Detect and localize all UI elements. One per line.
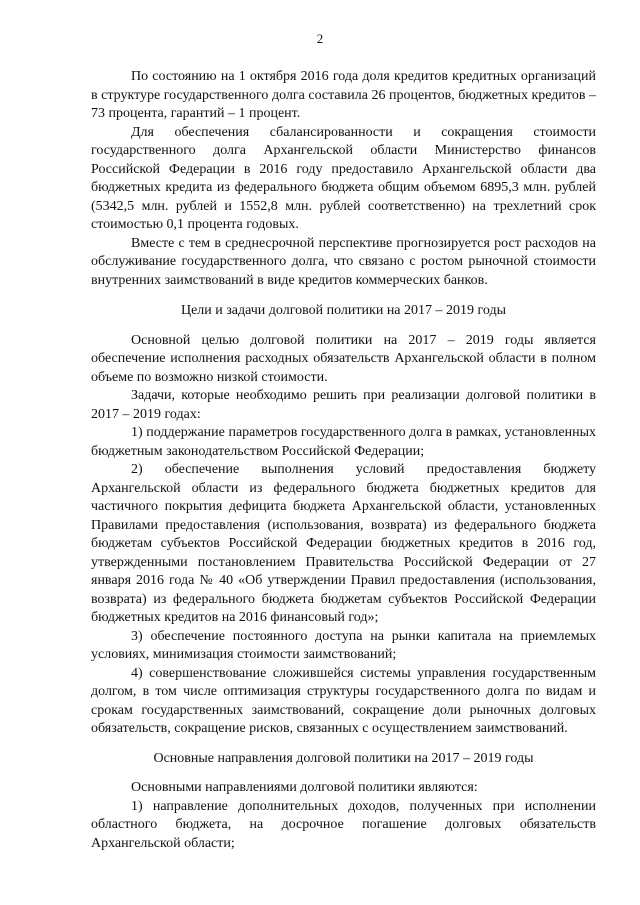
- paragraph-tasks-intro: Задачи, которые необходимо решить при реализации долговой политики в 2017 – 2019 годах:: [91, 388, 596, 422]
- paragraph-federal-credits: Для обеспечения сбалансированности и сокращения стоимости государственного долга Архангельской области Министерство финансов Российской Федерации в 2016 году предоставило Архангельской области два бюджетных кредита из федерального бюджета общим объемом 6895,3 млн. рублей (5342,5 млн. рублей и 1552,8 млн. рублей соответственно) на трехлетний срок стоимостью 0,1 процента годовых.: [91, 124, 596, 232]
- task-item-1: 1) поддержание параметров государственного долга в рамках, установленных бюджетным законодательством Российской Федерации;: [91, 425, 596, 459]
- document-body: [91, 68, 596, 853]
- direction-item-1: 1) направление дополнительных доходов, полученных при исполнении областного бюджета, на досрочное погашение долговых обязательств Архангельской области;: [91, 798, 596, 851]
- task-item-2: 2) обеспечение выполнения условий предоставления бюджету Архангельской области из федерального бюджета бюджетных кредитов для частичного покрытия дефицита бюджета Архангельской области, установленных Правилами предоставления (использования, возврата) из федерального бюджета бюджетам субъектов Российской Федерации бюджетных кредитов в 2016 год, утвержденными постановлением Правительства Российской Федерации от 27 января 2016 года № 40 «Об утверждении Правил предоставления (использования, возврата) из федерального бюджета бюджетам субъектов Российской Федерации бюджетных кредитов на 2016 финансовый год»;: [91, 462, 596, 625]
- paragraph-directions-intro: Основными направлениями долговой политики являются:: [131, 780, 478, 795]
- paragraph-debt-structure: По состоянию на 1 октября 2016 года доля кредитов кредитных организаций в структуре государственного долга составила 26 процентов, бюджетных кредитов – 73 процента, гарантий – 1 процент.: [91, 69, 596, 121]
- task-item-4: 4) совершенствование сложившейся системы управления государственным долгом, в том числе оптимизация структуры государственного долга по видам и срокам государственных заимствований, сокращение доли рыночных долговых обязательств, сокращение рисков, связанных с осуществлением заимствований.: [91, 665, 596, 736]
- section-heading-goals: Цели и задачи долговой политики на 2017 – 2019 годы: [180, 303, 507, 318]
- page-number: 2: [316, 31, 324, 46]
- section-heading-directions: Основные направления долговой политики на 2017 – 2019 годы: [153, 750, 534, 766]
- task-item-3: 3) обеспечение постоянного доступа на рынки капитала на приемлемых условиях, минимизация стоимости заимствований;: [91, 628, 596, 662]
- paragraph-main-goal: Основной целью долговой политики на 2017 – 2019 годы является обеспечение исполнения расходных обязательств Архангельской области в полном объеме по возможно низкой стоимости.: [91, 332, 596, 385]
- paragraph-debt-service-growth: Вместе с тем в среднесрочной перспективе прогнозируется рост расходов на обслуживание государственного долга, что связано с ростом рыночной стоимости внутренних заимствований в виде кредитов коммерческих банков.: [91, 235, 596, 288]
